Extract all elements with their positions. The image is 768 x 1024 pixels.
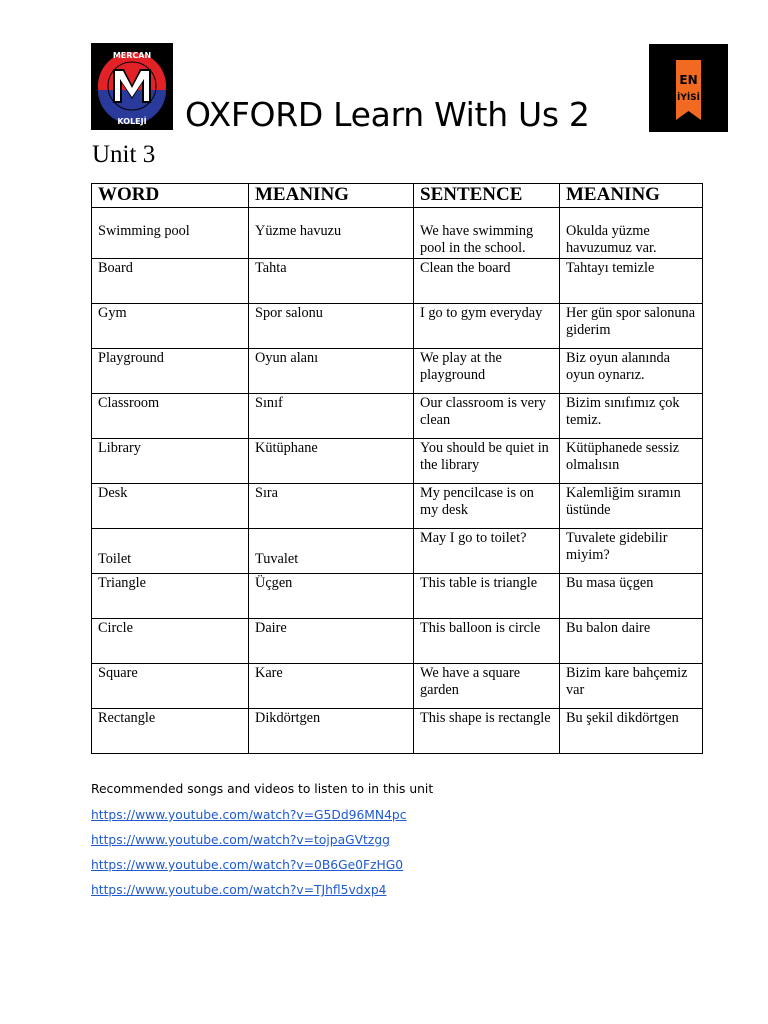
meaning-cell: Daire xyxy=(249,619,414,664)
sentence-meaning-cell: Kalemliğim sıramın üstünde xyxy=(560,484,703,529)
sentence-cell: May I go to toilet? xyxy=(414,529,560,574)
svg-text:EN: EN xyxy=(679,73,698,87)
table-row xyxy=(92,208,703,259)
table-row xyxy=(92,484,703,529)
sentence-meaning-cell: Her gün spor salonuna giderim xyxy=(560,304,703,349)
logo-text-top: MERCAN xyxy=(112,51,152,60)
table-row xyxy=(92,619,703,664)
youtube-link[interactable]: https://www.youtube.com/watch?v=tojpaGVtzgg xyxy=(91,833,390,847)
meaning-cell: Tahta xyxy=(249,259,414,304)
table-row xyxy=(92,259,703,304)
header-sentence: SENTENCE xyxy=(414,184,560,208)
meaning-cell: Yüzme havuzu xyxy=(249,208,414,259)
word-cell: Desk xyxy=(92,484,249,529)
meaning-cell: Kare xyxy=(249,664,414,709)
word-cell: Library xyxy=(92,439,249,484)
en-iyisi-logo xyxy=(649,44,728,132)
header-word: WORD xyxy=(92,184,249,208)
word-cell: Rectangle xyxy=(92,709,249,754)
word-cell: Toilet xyxy=(92,529,249,574)
youtube-link[interactable]: https://www.youtube.com/watch?v=G5Dd96MN4pc xyxy=(91,808,407,822)
sentence-meaning-cell: Tuvalete gidebilir miyim? xyxy=(560,529,703,574)
sentence-cell: This shape is rectangle xyxy=(414,709,560,754)
word-cell: Playground xyxy=(92,349,249,394)
word-cell: Board xyxy=(92,259,249,304)
word-cell: Gym xyxy=(92,304,249,349)
sentence-cell: We have a square garden xyxy=(414,664,560,709)
header-sentence-meaning: MEANING xyxy=(560,184,703,208)
youtube-link[interactable]: https://www.youtube.com/watch?v=0B6Ge0FzHG0 xyxy=(91,858,404,872)
table-row xyxy=(92,709,703,754)
table-row xyxy=(92,304,703,349)
meaning-cell: Tuvalet xyxy=(249,529,414,574)
sentence-cell: This table is triangle xyxy=(414,574,560,619)
meaning-cell: Üçgen xyxy=(249,574,414,619)
sentence-cell: We play at the playground xyxy=(414,349,560,394)
word-cell: Square xyxy=(92,664,249,709)
table-row xyxy=(92,529,703,574)
table-row xyxy=(92,664,703,709)
youtube-link[interactable]: https://www.youtube.com/watch?v=TJhfl5vdxp4 xyxy=(91,883,387,897)
table-header-row xyxy=(92,184,703,208)
header-meaning: MEANING xyxy=(249,184,414,208)
word-cell: Classroom xyxy=(92,394,249,439)
sentence-meaning-cell: Kütüphanede sessiz olmalısın xyxy=(560,439,703,484)
table-row xyxy=(92,394,703,439)
sentence-meaning-cell: Bu balon daire xyxy=(560,619,703,664)
sentence-cell: We have swimming pool in the school. xyxy=(414,208,560,259)
meaning-cell: Dikdörtgen xyxy=(249,709,414,754)
sentence-meaning-cell: Tahtayı temizle xyxy=(560,259,703,304)
meaning-cell: Oyun alanı xyxy=(249,349,414,394)
meaning-cell: Sınıf xyxy=(249,394,414,439)
sentence-cell: This balloon is circle xyxy=(414,619,560,664)
word-cell: Circle xyxy=(92,619,249,664)
sentence-cell: Our classroom is very clean xyxy=(414,394,560,439)
recommendations-section xyxy=(91,782,433,908)
sentence-cell: You should be quiet in the library xyxy=(414,439,560,484)
word-cell: Triangle xyxy=(92,574,249,619)
sentence-cell: Clean the board xyxy=(414,259,560,304)
meaning-cell: Kütüphane xyxy=(249,439,414,484)
unit-label: Unit 3 xyxy=(92,141,156,168)
meaning-cell: Spor salonu xyxy=(249,304,414,349)
recommendations-note: Recommended songs and videos to listen to in this unit xyxy=(91,782,434,796)
table-row xyxy=(92,349,703,394)
sentence-meaning-cell: Bu şekil dikdörtgen xyxy=(560,709,703,754)
sentence-meaning-cell: Biz oyun alanında oyun oynarız. xyxy=(560,349,703,394)
svg-text:İYİSİ: İYİSİ xyxy=(676,93,701,103)
meaning-cell: Sıra xyxy=(249,484,414,529)
vocabulary-table xyxy=(91,183,703,754)
sentence-meaning-cell: Okulda yüzme havuzumuz var. xyxy=(560,208,703,259)
table-row xyxy=(92,574,703,619)
sentence-meaning-cell: Bizim sınıfımız çok temiz. xyxy=(560,394,703,439)
page-title: OXFORD Learn With Us 2 xyxy=(185,95,590,134)
mercan-koleji-logo xyxy=(91,43,173,130)
sentence-meaning-cell: Bu masa üçgen xyxy=(560,574,703,619)
word-cell: Swimming pool xyxy=(92,208,249,259)
sentence-cell: I go to gym everyday xyxy=(414,304,560,349)
sentence-cell: My pencilcase is on my desk xyxy=(414,484,560,529)
sentence-meaning-cell: Bizim kare bahçemiz var xyxy=(560,664,703,709)
table-row xyxy=(92,439,703,484)
logo-text-bottom: KOLEJİ xyxy=(117,117,147,126)
